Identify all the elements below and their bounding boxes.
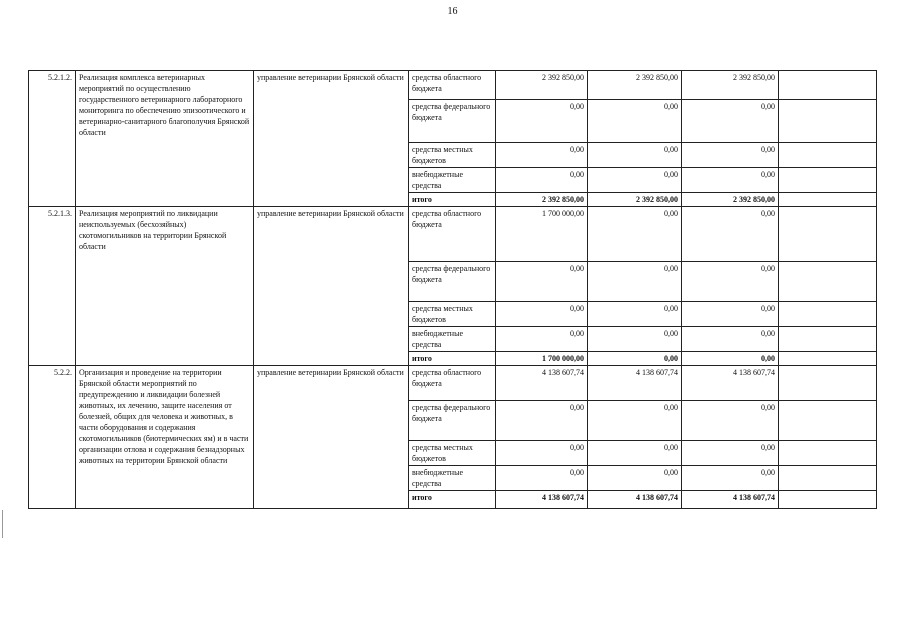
table-row — [29, 207, 877, 262]
amount-cell: 4 138 607,74 — [496, 366, 588, 401]
amount-cell: 2 392 850,00 — [496, 193, 588, 207]
amount-cell: 0,00 — [682, 168, 779, 193]
amount-cell: 0,00 — [682, 262, 779, 302]
amount-cell: 2 392 850,00 — [682, 193, 779, 207]
amount-cell: 2 392 850,00 — [588, 71, 682, 100]
empty-cell — [779, 100, 877, 143]
empty-cell — [779, 262, 877, 302]
amount-cell: 0,00 — [496, 466, 588, 491]
amount-cell: 0,00 — [682, 143, 779, 168]
empty-cell — [779, 71, 877, 100]
amount-cell: 2 392 850,00 — [588, 193, 682, 207]
funding-source: средства местных бюджетов — [409, 143, 496, 168]
funding-source: средства федерального бюджета — [409, 100, 496, 143]
amount-cell: 0,00 — [588, 168, 682, 193]
amount-cell: 0,00 — [496, 168, 588, 193]
empty-cell — [779, 491, 877, 509]
amount-cell: 1 700 000,00 — [496, 207, 588, 262]
funding-source: средства федерального бюджета — [409, 401, 496, 441]
amount-cell: 0,00 — [588, 100, 682, 143]
funding-source: средства областного бюджета — [409, 71, 496, 100]
empty-cell — [779, 168, 877, 193]
amount-cell: 4 138 607,74 — [496, 491, 588, 509]
amount-cell: 0,00 — [682, 401, 779, 441]
amount-cell: 0,00 — [682, 207, 779, 262]
amount-cell: 0,00 — [496, 143, 588, 168]
amount-cell: 0,00 — [588, 262, 682, 302]
amount-cell: 0,00 — [588, 401, 682, 441]
amount-cell: 0,00 — [588, 302, 682, 327]
amount-cell: 0,00 — [588, 352, 682, 366]
amount-cell: 0,00 — [496, 262, 588, 302]
funding-source: средства местных бюджетов — [409, 441, 496, 466]
scan-edge-mark — [2, 510, 3, 538]
amount-cell: 0,00 — [682, 327, 779, 352]
funding-source: итого — [409, 193, 496, 207]
activity-name: Реализация мероприятий по ликвидации неиспользуемых (бесхозяйных) скотомогильников на территории Брянской области — [76, 207, 254, 366]
budget-table — [28, 70, 877, 509]
funding-source: внебюджетные средства — [409, 466, 496, 491]
amount-cell: 4 138 607,74 — [682, 366, 779, 401]
amount-cell: 2 392 850,00 — [682, 71, 779, 100]
activity-name: Организация и проведение на территории Брянской области мероприятий по предупреждению и ликвидации болезней животных, их лечению, защите населения от болезней, общих для человека и животных, в части оборудования и содержания скотомогильников (биотермических ям) и в части организации отлова и содержания безнадзорных животных на территории Брянской области — [76, 366, 254, 509]
amount-cell: 0,00 — [682, 441, 779, 466]
table-row — [29, 366, 877, 401]
amount-cell: 4 138 607,74 — [588, 491, 682, 509]
amount-cell: 0,00 — [496, 302, 588, 327]
page-number: 16 — [447, 6, 458, 17]
amount-cell: 0,00 — [496, 401, 588, 441]
amount-cell: 2 392 850,00 — [496, 71, 588, 100]
section-number: 5.2.1.2. — [29, 71, 76, 207]
amount-cell: 0,00 — [588, 143, 682, 168]
amount-cell: 1 700 000,00 — [496, 352, 588, 366]
empty-cell — [779, 401, 877, 441]
amount-cell: 0,00 — [588, 327, 682, 352]
funding-source: внебюджетные средства — [409, 168, 496, 193]
amount-cell: 0,00 — [682, 302, 779, 327]
amount-cell: 4 138 607,74 — [682, 491, 779, 509]
empty-cell — [779, 143, 877, 168]
empty-cell — [779, 352, 877, 366]
funding-source: средства местных бюджетов — [409, 302, 496, 327]
executor: управление ветеринарии Брянской области — [254, 71, 409, 207]
activity-name: Реализация комплекса ветеринарных мероприятий по осуществлению государственного ветеринарного лабораторного мониторинга по обеспечению эпизоотического и ветеринарно-санитарного благополучия Брянской области — [76, 71, 254, 207]
funding-source: внебюджетные средства — [409, 327, 496, 352]
amount-cell: 0,00 — [682, 466, 779, 491]
empty-cell — [779, 207, 877, 262]
funding-source: итого — [409, 491, 496, 509]
empty-cell — [779, 327, 877, 352]
amount-cell: 0,00 — [682, 352, 779, 366]
empty-cell — [779, 366, 877, 401]
amount-cell: 0,00 — [588, 207, 682, 262]
funding-source: итого — [409, 352, 496, 366]
empty-cell — [779, 193, 877, 207]
amount-cell: 0,00 — [682, 100, 779, 143]
executor: управление ветеринарии Брянской области — [254, 366, 409, 509]
funding-source: средства областного бюджета — [409, 207, 496, 262]
amount-cell: 0,00 — [588, 441, 682, 466]
empty-cell — [779, 441, 877, 466]
table-row — [29, 71, 877, 100]
amount-cell: 0,00 — [496, 441, 588, 466]
amount-cell: 0,00 — [496, 327, 588, 352]
amount-cell: 0,00 — [496, 100, 588, 143]
empty-cell — [779, 302, 877, 327]
empty-cell — [779, 466, 877, 491]
amount-cell: 4 138 607,74 — [588, 366, 682, 401]
section-number: 5.2.2. — [29, 366, 76, 509]
funding-source: средства федерального бюджета — [409, 262, 496, 302]
funding-source: средства областного бюджета — [409, 366, 496, 401]
section-number: 5.2.1.3. — [29, 207, 76, 366]
amount-cell: 0,00 — [588, 466, 682, 491]
executor: управление ветеринарии Брянской области — [254, 207, 409, 366]
